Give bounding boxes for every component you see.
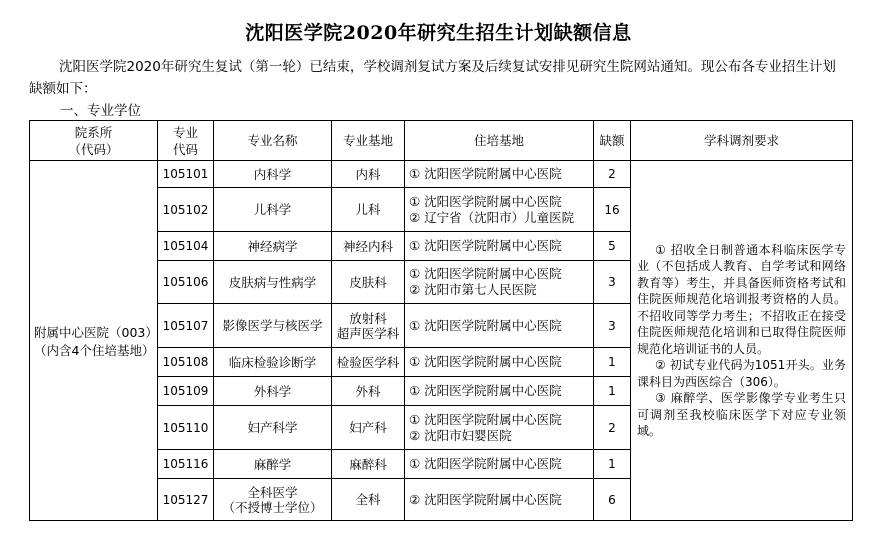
major-base-line1: 皮肤科 [349,274,387,290]
major-name [214,304,332,348]
vacancy-count: 1 [594,348,631,377]
major-base [332,377,405,406]
major-name [214,479,332,521]
major-name-line2: （不授博士学位） [222,499,323,515]
training-base-1: ① 沈阳医学院附属中心医院 [409,354,562,369]
training-base-1: ① 沈阳医学院附属中心医院 [409,266,562,281]
major-code: 105101 [158,161,214,188]
major-name [214,261,332,304]
training-base-2: ② 辽宁省（沈阳市）儿童医院 [409,209,575,225]
vacancy-count: 6 [594,479,631,521]
header-code-line2: 代码 [172,141,198,157]
major-code: 105116 [158,450,214,479]
major-base [332,406,405,450]
major-base [332,188,405,232]
major-code: 105102 [158,188,214,232]
vacancy-count: 16 [594,188,631,232]
major-base-line2: 超声医学科 [336,325,400,341]
major-code: 105106 [158,261,214,304]
requirement-item: ① 招收全日制普通本科临床医学专业（不包括成人教育、自学考试和网络教育等）考生，并具备医师资格考试和住院医师规范化培训报考资格的人员。不招收同等学力考生；不招收正在接受住院医师规范化培训和已取得住院医师规范化培训证书的人员。 [637,242,846,356]
training-base [405,377,594,406]
major-name-line1: 影像医学与核医学 [222,318,323,333]
dept-cell [30,161,158,521]
training-base [405,304,594,348]
vacancy-table [29,120,853,521]
training-base [405,348,594,377]
requirement-cell [631,161,853,521]
major-base-line1: 儿科 [355,202,381,217]
vacancy-count: 5 [594,232,631,261]
vacancy-count: 1 [594,450,631,479]
major-name-line1: 临床检验诊断学 [228,354,317,370]
header-major: 专业名称 [214,121,332,161]
major-code: 105127 [158,479,214,521]
major-base-line1: 全科 [355,492,381,507]
major-base-line1: 放射科 [349,310,387,326]
training-base-1: ① 沈阳医学院附属中心医院 [409,383,562,398]
intro-paragraph: 沈阳医学院2020年研究生复试（第一轮）已结束，学校调剂复试方案及后续复试安排见研究生院网站通知。现公布各专业招生计划缺额如下： [29,59,836,97]
vacancy-count: 3 [594,304,631,348]
major-base [332,232,405,261]
header-dept [30,121,158,161]
major-base [332,261,405,304]
major-name [214,450,332,479]
header-base: 专业基地 [332,121,405,161]
table-header-row [30,121,853,161]
training-base-1: ① 沈阳医学院附属中心医院 [409,456,562,471]
major-code: 105109 [158,377,214,406]
vacancy-count: 2 [594,161,631,188]
header-dept-line2: （代码） [68,141,119,157]
training-base-1: ① 沈阳医学院附属中心医院 [409,411,562,427]
major-name-line1: 内科学 [253,166,292,182]
dept-name: 附属中心医院（003） [34,324,158,340]
major-name [214,188,332,232]
major-name-line1: 神经病学 [247,238,298,254]
major-base-line1: 检验医学科 [336,354,400,370]
major-base-line1: 妇产科 [349,420,387,435]
training-base-1: ① 沈阳医学院附属中心医院 [409,166,562,181]
requirement-item: ③ 麻醉学、医学影像学专业考生只可调剂至我校临床医学下对应专业领域。 [637,391,846,438]
training-base-1: ① 沈阳医学院附属中心医院 [409,238,562,253]
table-body [30,161,853,521]
header-requirement: 学科调剂要求 [631,121,853,161]
major-base-line1: 麻醉科 [349,456,387,472]
major-base [332,479,405,521]
major-name-line1: 皮肤病与性病学 [228,274,317,290]
major-base-line1: 神经内科 [342,238,393,254]
table-row [30,161,853,188]
header-vacancy: 缺额 [594,121,631,161]
major-name-line1: 外科学 [253,383,292,399]
training-base-1: ② 沈阳医学院附属中心医院 [409,491,562,507]
section-heading: 一、专业学位 [60,103,141,119]
training-base [405,450,594,479]
major-base [332,348,405,377]
requirement-item: ② 初试专业代码为1051开头。业务课科目为西医综合（306）。 [637,358,846,389]
vacancy-count: 3 [594,261,631,304]
training-base [405,261,594,304]
major-base-line1: 外科 [355,383,381,399]
training-base-2: ② 沈阳市妇婴医院 [409,427,512,443]
major-name-line1: 麻醉学 [253,456,292,472]
vacancy-count: 1 [594,377,631,406]
major-name-line1: 妇产科学 [247,420,298,435]
major-base-line1: 内科 [355,166,381,182]
major-code: 105108 [158,348,214,377]
vacancy-count: 2 [594,406,631,450]
major-name [214,232,332,261]
header-training: 住培基地 [405,121,594,161]
major-name-line1: 儿科学 [253,202,292,217]
major-base [332,450,405,479]
header-dept-line1: 院系所 [74,124,113,140]
major-code: 105104 [158,232,214,261]
major-name [214,377,332,406]
major-code: 105110 [158,406,214,450]
training-base [405,406,594,450]
major-name [214,161,332,188]
dept-note: （内含4个住培基地） [34,342,155,358]
training-base [405,232,594,261]
header-code [158,121,214,161]
major-base [332,161,405,188]
training-base [405,188,594,232]
training-base [405,479,594,521]
major-name-line1: 全科医学 [247,484,298,500]
major-code: 105107 [158,304,214,348]
major-base [332,304,405,348]
header-code-line1: 专业 [172,124,198,140]
training-base [405,161,594,188]
training-base-2: ② 沈阳市第七人民医院 [409,282,537,297]
document-title: 沈阳医学院2020年研究生招生计划缺额信息 [245,22,632,44]
major-name [214,348,332,377]
training-base-1: ① 沈阳医学院附属中心医院 [409,317,562,333]
training-base-1: ① 沈阳医学院附属中心医院 [409,193,562,209]
major-name [214,406,332,450]
